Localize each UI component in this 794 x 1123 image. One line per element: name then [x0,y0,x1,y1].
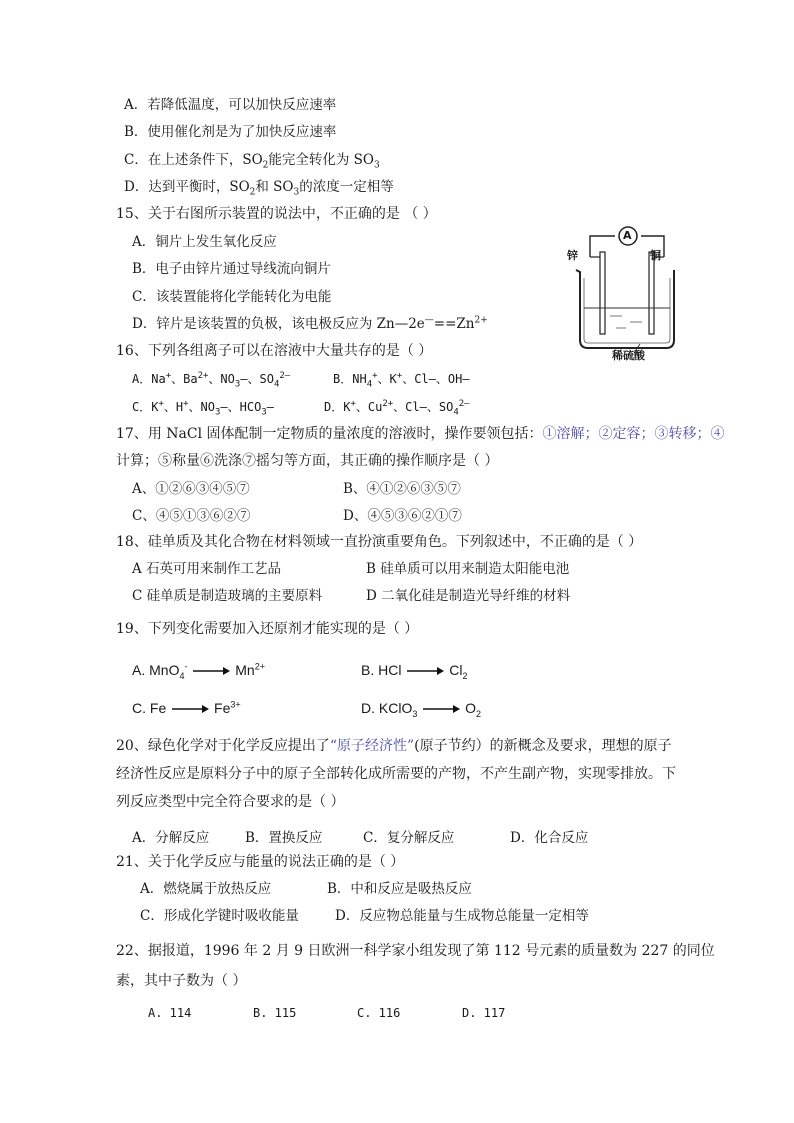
q19-option-a: A. MnO$_4$- $Mn^{2+}$ [132,661,265,681]
q14-option-a: A．若降低温度，可以加快反应速率 [124,97,337,113]
q16-option-c: C．K+、H+、$NO_3—$、$HCO_3—$ [132,399,274,418]
q14-option-b: B．使用催化剂是为了加快反应速率 [124,124,337,140]
q22-option-a: A. 114 [148,1006,192,1020]
copper-label: 铜 [650,249,661,262]
q15-option-a: A．铜片上发生氧化反应 [132,234,277,250]
q18-option-c: C 硅单质是制造玻璃的主要原料 [132,588,323,604]
q18-option-b: B 硅单质可以用来制造太阳能电池 [366,561,570,577]
q16-option-a: A．Na+、$Ba^{2+}$、$NO_3—$、$SO_4^{2—}$ [132,371,291,390]
q21-option-c: C．形成化学键时吸收能量 [140,908,299,924]
q19-option-c: C. Fe $Fe^{3+}$ [132,699,241,716]
q21-option-a: A．燃烧属于放热反应 [140,881,272,897]
q15-option-d: D．锌片是该装置的负极，该电极反应为 $Zn—2e^—==Zn^{2+}$ [132,315,488,332]
q22-stem-line1: 22、据报道，1996 年 2 月 9 日欧洲一科学家小组发现了第 112 号元素的质量数为 227 的同位 [116,943,715,959]
galvanic-cell-diagram [560,222,680,367]
q20-option-b: B．置换反应 [245,830,323,846]
q17-option-b: B、④①②⑥③⑤⑦ [343,481,461,497]
q20-stem-line2: 经济性反应是原料分子中的原子全部转化成所需要的产物，不产生副产物，实现零排放。下 [116,766,676,782]
q22-option-d: D. 117 [462,1006,506,1020]
zinc-electrode [600,252,605,334]
q16-stem: 16、下列各组离子可以在溶液中大量共存的是（ ） [116,343,433,359]
copper-electrode [649,252,654,334]
q22-option-c: C. 116 [357,1006,401,1020]
q22-stem-line2: 素，其中子数为（ ） [116,973,247,989]
q18-stem: 18、硅单质及其化合物在材料领域一直扮演重要角色。下列叙述中，不正确的是（ ） [116,534,643,550]
q17-option-a: A、①②⑥③④⑤⑦ [132,481,250,497]
reaction-arrow-icon [421,704,461,714]
beaker [576,270,674,348]
q20-option-c: C．复分解反应 [363,830,455,846]
q19-option-b: B. HCl $Cl_2$ [361,662,468,681]
q20-option-a: A．分解反应 [132,830,210,846]
q14-option-d: D．达到平衡时，$SO_2$和 $SO_3$的浓度一定相等 [124,179,394,198]
q21-option-b: B．中和反应是吸热反应 [327,881,472,897]
q17-option-c: C、④⑤①③⑥②⑦ [132,508,251,524]
dilute-sulfuric-acid-label: 稀硫酸 [612,349,645,362]
q17-stem-line2: 计算；⑤称量⑥洗涤⑦摇匀等方面，其正确的操作顺序是（ ） [116,453,499,469]
q16-option-b: B．$NH_4^+$、K+、Cl—、OH— [333,371,470,390]
q15-stem: 15、关于右图所示装置的说法中，不正确的是 （ ） [116,206,437,222]
q20-option-d: D．化合反应 [510,830,589,846]
q17-option-d: D、④⑤③⑥②①⑦ [343,508,462,524]
reaction-arrow-icon [191,666,231,676]
q15-option-c: C．该装置能将化学能转化为电能 [132,289,332,305]
q15-option-b: B．电子由锌片通过导线流向铜片 [132,261,331,277]
q20-stem-line3: 列反应类型中完全符合要求的是（ ） [116,794,345,810]
q17-stem-line1: 17、用 NaCl 固体配制一定物质的量浓度的溶液时，操作要领包括：①溶解；②定容；③转移；④ [116,426,725,442]
q19-option-d: D. KClO$_3$ $O_2$ [361,700,482,719]
q18-option-d: D 二氧化硅是制造光导纤维的材料 [366,588,571,604]
reaction-arrow-icon [405,666,445,676]
q20-stem-line1: 20、绿色化学对于化学反应提出了“原子经济性”(原子节约）的新概念及要求，理想的原子 [116,738,672,754]
q14-option-c: C．在上述条件下，$SO_2$能完全转化为 $SO_3$ [124,152,380,171]
q21-stem: 21、关于化学反应与能量的说法正确的是（ ） [116,854,405,870]
reaction-arrow-icon [170,704,210,714]
q22-option-b: B. 115 [253,1006,297,1020]
zinc-label: 锌 [567,249,578,262]
q16-option-d: D．K+、$Cu^{2+}$、Cl—、$SO_4^{2—}$ [324,399,470,418]
q21-option-d: D．反应物总能量与生成物总能量一定相等 [335,908,589,924]
q19-stem: 19、下列变化需要加入还原剂才能实现的是（ ） [116,621,419,637]
ammeter-label: A [623,229,632,242]
q18-option-a: A 石英可用来制作工艺品 [132,561,282,577]
